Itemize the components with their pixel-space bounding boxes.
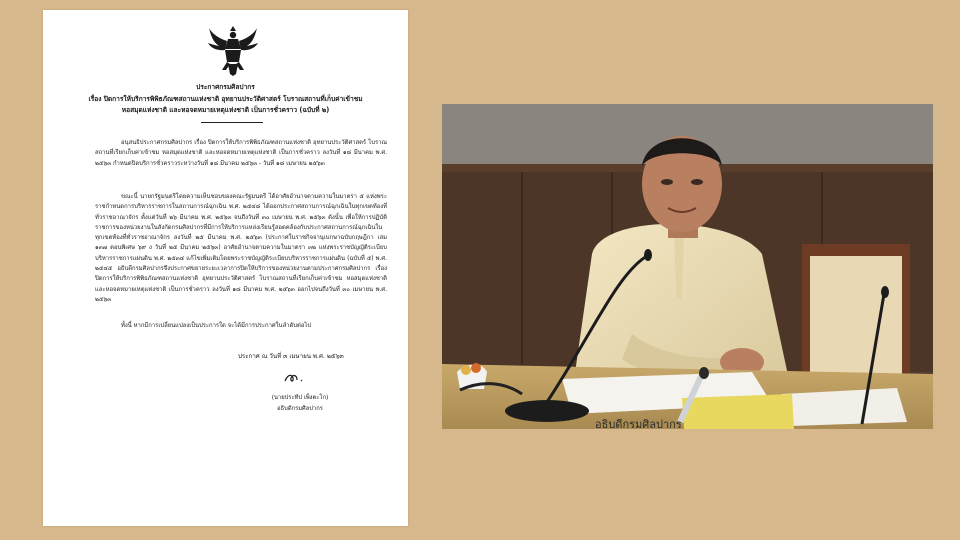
document-subject: เรื่อง ปิดการให้บริการพิพิธภัณฑสถานแห่งชาติ อุทยานประวัติศาสตร์ โบราณสถานที่เก็บค่าเข้าชม หอสมุดแห่งชาติ และหอจดหมายเหตุแห่งชาติ เป็นการชั่วคราว (ฉบับที่ ๒): [88, 95, 363, 114]
paragraph-1: อนุสนธิประกาศกรมศิลปากร เรื่อง ปิดการให้บริการพิพิธภัณฑสถานแห่งชาติ อุทยานประวัติศาสตร์ โบราณสถานที่เรียกเก็บค่าเข้าชม หอสมุดแห่งชาติ และหอจดหมายเหตุแห่งชาติ เป็นการชั่วคราว ลงวันที่ ๑๘ มีนาคม พ.ศ. ๒๕๖๓ กำหนดปิดบริการชั่วคราวระหว่างวันที่ ๑๘ มีนาคม ๒๕๖๓ - วันที่ ๑๘ เมษายน ๒๕๖๓: [95, 140, 387, 167]
meeting-photo-illustration: [442, 104, 933, 429]
meeting-photo: [442, 104, 933, 429]
paragraph-2: ขณะนี้ นายกรัฐมนตรีโดยความเห็นชอบของคณะรัฐมนตรี ได้อาศัยอำนาจตามความในมาตรา ๕ แห่งพระราชกำหนดการบริหารราชการในสถานการณ์ฉุกเฉิน พ.ศ. ๒๕๔๘ ได้ออกประกาศสถานการณ์ฉุกเฉินในทุกเขตท้องที่ทั่วราชอาณาจักร ตั้งแต่วันที่ ๒๖ มีนาคม พ.ศ. ๒๕๖๓ จนถึงวันที่ ๓๐ เมษายน พ.ศ. ๒๕๖๓ ดังนั้น เพื่อให้การปฏิบัติราชการของหน่วยงานในสังกัดกรมศิลปากรที่มีการให้บริการแหล่งเรียนรู้สอดคล้องกับประกาศสถานการณ์ฉุกเฉินในทุกเขตท้องที่ทั่วราชอาณาจักร ลงวันที่ ๒๕ มีนาคม พ.ศ. ๒๕๖๓ (ประกาศในราชกิจจานุเบกษาฉบับกฤษฎีกา เล่ม ๑๓๗ ตอนพิเศษ ๖๙ ง วันที่ ๒๕ มีนาคม ๒๕๖๓) อาศัยอำนาจตามความในมาตรา ๓๒ แห่งพระราชบัญญัติระเบียบบริหารราชการแผ่นดิน พ.ศ. ๒๕๓๔ แก้ไขเพิ่มเติมโดยพระราชบัญญัติระเบียบบริหารราชการแผ่นดิน (ฉบับที่ ๕) พ.ศ. ๒๕๔๕ อธิบดีกรมศิลปากรจึงประกาศขยายระยะเวลาการปิดให้บริการของหน่วยงานตามประกาศกรมศิลปากร เรื่อง ปิดการให้บริการพิพิธภัณฑสถานแห่งชาติ อุทยานประวัติศาสตร์ โบราณสถานที่เรียกเก็บค่าเข้าชม หอสมุดแห่งชาติ และหอจดหมายเหตุแห่งชาติ เป็นการชั่วคราว ลงวันที่ ๑๘ มีนาคม พ.ศ. ๒๕๖๓ ออกไปจนถึงวันที่ ๓๐ เมษายน พ.ศ. ๒๕๖๓: [95, 194, 387, 303]
garuda-emblem-icon: [207, 24, 259, 78]
announcement-date: ประกาศ ณ วันที่ ๓ เมษายน พ.ศ. ๒๕๖๓: [238, 353, 344, 360]
title-divider: [201, 122, 263, 123]
signature-mark: [283, 372, 311, 384]
nameplate-label: อธิบดีกรมศิลปากร: [595, 418, 682, 429]
signer-name: (นายประทีป เพ็งตะโก): [271, 395, 329, 401]
paragraph-3: ทั้งนี้ หากมีการเปลี่ยนแปลงเป็นประการใด จะได้มีการประกาศในลำดับต่อไป: [121, 323, 312, 329]
signer-position: อธิบดีกรมศิลปากร: [277, 406, 323, 412]
document-issuer: ประกาศกรมศิลปากร: [196, 83, 255, 91]
announcement-document: [43, 10, 408, 526]
